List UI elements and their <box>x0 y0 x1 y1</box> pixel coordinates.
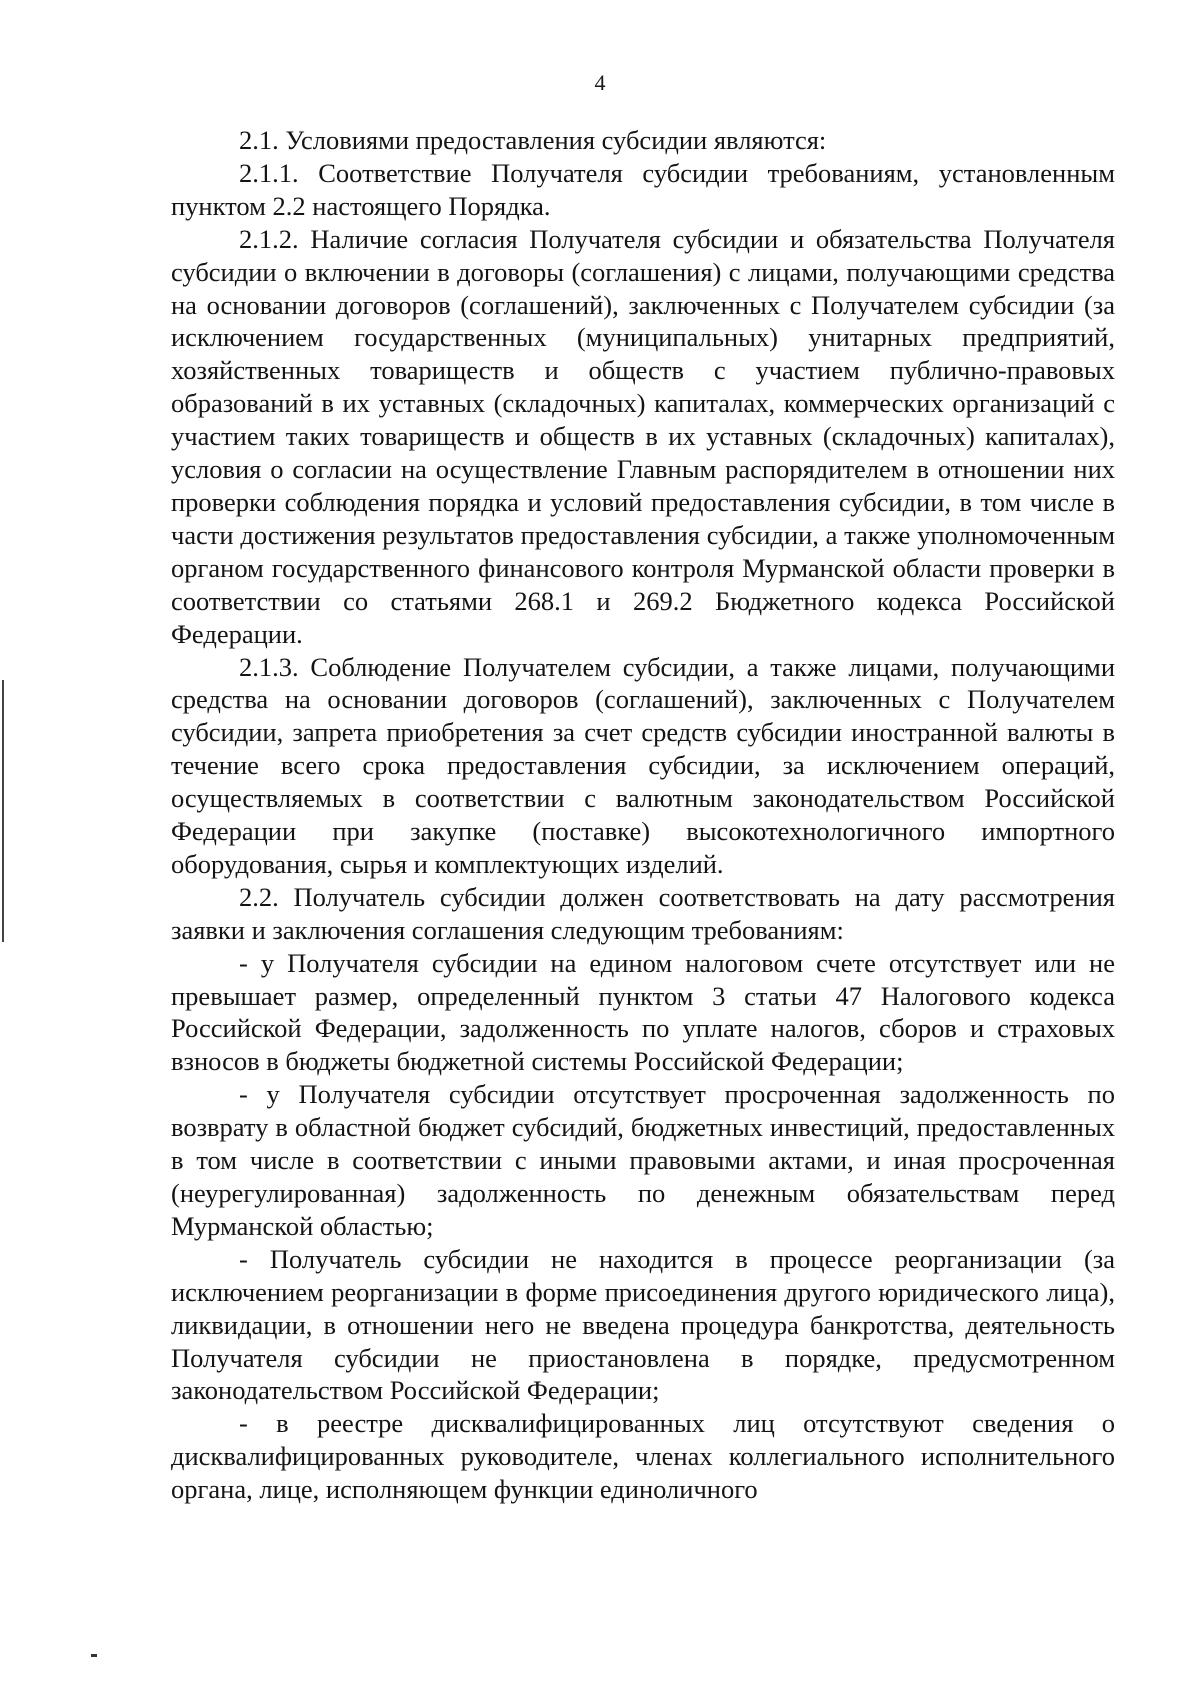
scan-dot-mark <box>91 1654 97 1657</box>
paragraph-2-1-2: 2.1.2. Наличие согласия Получателя субсидии и обязательства Получателя субсидии о включении в договоры (соглашения) с лицами, получающими средства на основании договоров (соглашений), заключенных с Получателем субсидии (за исключением государственных (муниципальных) унитарных предприятий, хозяйственных товариществ и обществ с участием публично-правовых образований в их уставных (складочных) капиталах, коммерческих организаций с участием таких товариществ и обществ в их уставных (складочных) капиталах), условия о согласии на осуществление Главным распорядителем в отношении них проверки соблюдения порядка и условий предоставления субсидии, в том числе в части достижения результатов предоставления субсидии, а также уполномоченным органом государственного финансового контроля Мурманской области проверки в соответствии со статьями 268.1 и 269.2 Бюджетного кодекса Российской Федерации. <box>171 223 1115 649</box>
paragraph-2-2: 2.2. Получатель субсидии должен соответствовать на дату рассмотрения заявки и заключения соглашения следующим требованиям: <box>171 881 1115 945</box>
requirement-item: - в реестре дисквалифицированных лиц отсутствуют сведения о дисквалифицированных руководителе, членах коллегиального исполнительного органа, лице, исполняющем функции единоличного <box>171 1408 1115 1505</box>
requirement-item: - у Получателя субсидии на едином налоговом счете отсутствует или не превышает размер, определенный пунктом 3 статьи 47 Налогового кодекса Российской Федерации, задолженность по уплате налогов, сборов и страховых взносов в бюджеты бюджетной системы Российской Федерации; <box>171 947 1115 1077</box>
paragraph-2-1: 2.1. Условиями предоставления субсидии являются: <box>239 125 827 155</box>
requirement-item: - у Получателя субсидии отсутствует просроченная задолженность по возврату в областной бюджет субсидий, бюджетных инвестиций, предоставленных в том числе в соответствии с иными правовыми актами, и иная просроченная (неурегулированная) задолженность по денежным обязательствам перед Мурманской областью; <box>171 1079 1115 1241</box>
requirement-item: - Получатель субсидии не находится в процессе реорганизации (за исключением реорганизации в форме присоединения другого юридического лица), ликвидации, в отношении него не введена процедура банкротства, деятельность Получателя субсидии не приостановлена в порядке, предусмотренном законодательством Российской Федерации; <box>171 1243 1115 1406</box>
paragraph-2-1-3: 2.1.3. Соблюдение Получателем субсидии, а также лицами, получающими средства на основании договоров (соглашений), заключенных с Получателем субсидии, запрета приобретения за счет средств субсидии иностранной валюты в течение всего срока предоставления субсидии, за исключением операций, осуществляемых в соответствии с валютным законодательством Российской Федерации при закупке (поставке) высокотехнологичного импортного оборудования, сырья и комплектующих изделий. <box>171 651 1115 879</box>
scan-edge-mark <box>2 680 4 942</box>
document-body <box>171 124 1115 1506</box>
page-number: 4 <box>594 70 606 95</box>
paragraph-2-1-1: 2.1.1. Соответствие Получателя субсидии требованиям, установленным пунктом 2.2 настоящего Порядка. <box>171 157 1115 221</box>
